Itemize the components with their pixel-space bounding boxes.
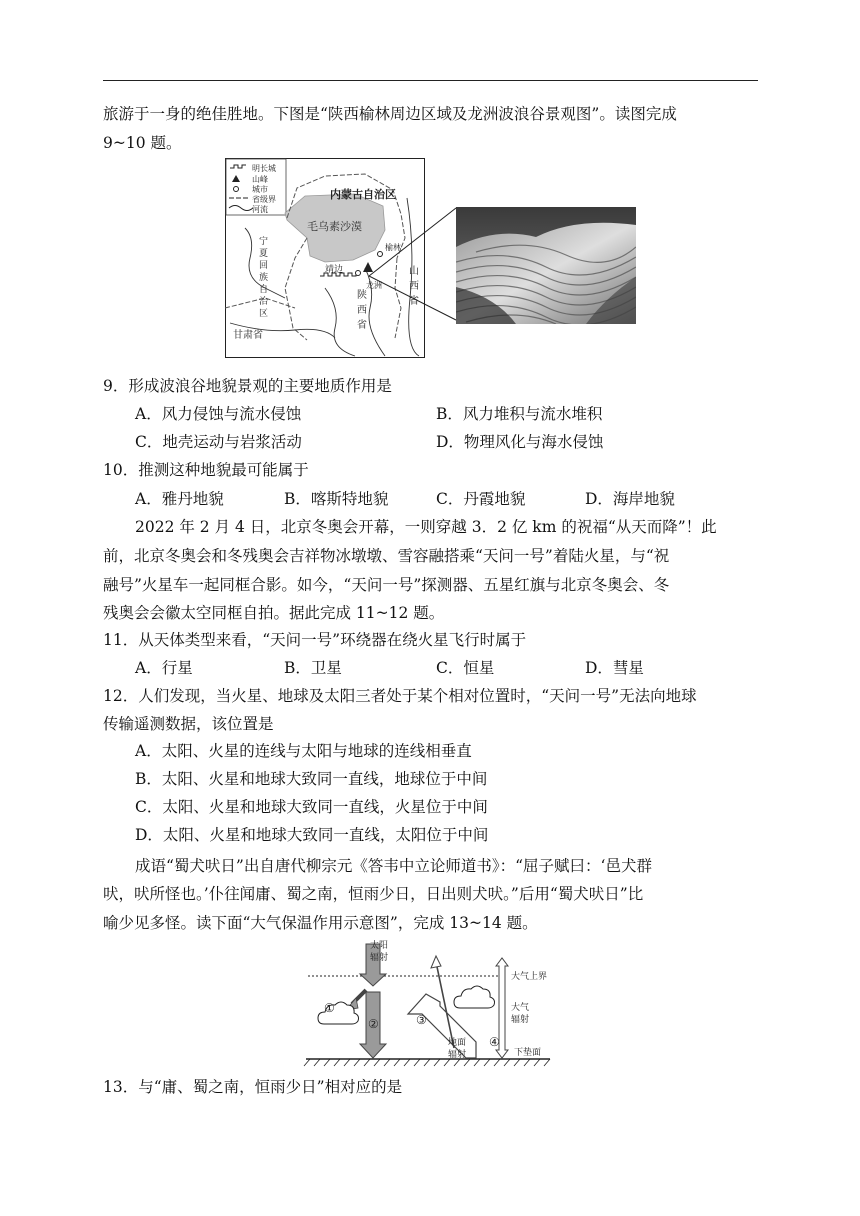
q9-stem: 9．形成波浪谷地貌景观的主要地质作用是 [103,377,392,395]
label-yulin: 榆林 [385,243,401,252]
legend-city: 城市 [252,185,268,194]
legend-river: 河流 [252,205,268,214]
label-mu-us-desert: 毛乌素沙漠 [307,220,362,233]
q10-option-b[interactable]: B．喀斯特地貌 [284,490,389,508]
q12-option-c[interactable]: C．太阳、火星和地球大致同一直线，火星位于中间 [135,798,488,816]
label-inner-mongolia: 内蒙古自治区 [330,188,396,201]
svg-text:区: 区 [259,309,269,319]
q9-option-a[interactable]: A．风力侵蚀与流水侵蚀 [135,405,302,423]
q9-option-b[interactable]: B．风力堆积与流水堆积 [436,405,603,423]
legend-peak: 山峰 [252,175,268,184]
svg-text:族: 族 [259,273,269,283]
passage2-line-1: 2022 年 2 月 4 日，北京冬奥会开幕，一则穿越 3．2 亿 km 的祝福“从天而降”！此 [135,518,717,536]
q11-stem: 11．从天体类型来看，“天问一号”环绕器在绕火星飞行时属于 [103,631,527,649]
label-num-4: ④ [489,1035,500,1049]
q9-option-c[interactable]: C．地壳运动与岩浆活动 [135,433,302,451]
q10-option-a[interactable]: A．雅丹地貌 [135,490,224,508]
svg-text:陕: 陕 [357,290,367,301]
q13-stem: 13．与“庸、蜀之南，恒雨少日”相对应的是 [103,1078,403,1096]
label-underlying-surface: 下垫面 [514,1048,542,1058]
passage2-line-2: 前，北京冬奥会和冬残奥会吉祥物冰墩墩、雪容融搭乘“天问一号”着陆火星，与“祝 [103,547,670,565]
label-num-1: ① [324,1001,335,1015]
svg-text:自: 自 [259,285,269,295]
label-num-3: ③ [416,1013,427,1027]
intro-line-1: 旅游于一身的绝佳胜地。下图是“陕西榆林周边区域及龙洲波浪谷景观图”。读图完成 [103,105,677,123]
q12-option-a[interactable]: A．太阳、火星的连线与太阳与地球的连线相垂直 [135,742,472,760]
svg-text:西: 西 [409,281,419,292]
svg-text:治: 治 [259,297,269,307]
label-solar-radiation-1: 太阳 [370,941,389,951]
q12-option-b[interactable]: B．太阳、火星和地球大致同一直线，地球位于中间 [135,770,488,788]
q11-option-c[interactable]: C．恒星 [436,659,495,677]
q12-stem-line-2: 传输遥测数据，该位置是 [103,715,274,733]
svg-text:宁: 宁 [259,237,269,247]
label-atmospheric-radiation-2: 辐射 [511,1015,530,1025]
atmosphere-insulation-diagram [302,938,560,1070]
svg-text:山: 山 [409,266,419,277]
svg-text:西: 西 [357,305,367,316]
q9-option-d[interactable]: D．物理风化与海水侵蚀 [436,433,604,451]
q12-option-d[interactable]: D．太阳、火星和地球大致同一直线，太阳位于中间 [135,826,489,844]
q10-option-c[interactable]: C．丹霞地貌 [436,490,526,508]
label-longzhou: 龙洲 [366,281,382,290]
label-ground-radiation-1: 地面 [448,1038,467,1048]
q11-option-a[interactable]: A．行星 [135,659,193,677]
label-ground-radiation-2: 辐射 [448,1050,467,1060]
map-photo-connector [360,200,460,330]
legend-great-wall: 明长城 [252,164,276,173]
label-num-2: ② [368,1017,379,1031]
passage3-line-2: 吠，吠所怪也。’仆往闻庸、蜀之南，恒雨少日，日出则犬吠。”后用“蜀犬吠日”比 [103,885,644,903]
q10-option-d[interactable]: D．海岸地貌 [585,490,675,508]
svg-text:省: 省 [357,320,367,331]
q11-option-d[interactable]: D．彗星 [585,659,644,677]
passage3-line-3: 喻少见多怪。读下面“大气保温作用示意图”，完成 13~14 题。 [103,914,538,932]
label-solar-radiation-2: 辐射 [370,953,389,963]
q10-stem: 10．推测这种地貌最可能属于 [103,461,309,479]
passage2-line-3: 融号”火星车一起同框合影。如今，“天问一号”探测器、五星红旗与北京冬奥会、冬 [103,576,670,594]
q12-stem-line-1: 12．人们发现，当火星、地球及太阳三者处于某个相对位置时，“天问一号”无法向地球 [103,687,697,705]
passage2-line-4: 残奥会会徽太空同框自拍。据此完成 11~12 题。 [103,604,445,622]
label-atmospheric-radiation-1: 大气 [511,1003,530,1013]
passage3-line-1: 成语“蜀犬吠日”出自唐代柳宗元《答韦中立论师道书》：“屈子赋曰：‘邑犬群 [135,857,652,875]
label-jingbian: 靖边 [325,265,344,275]
legend-province-boundary: 省级界 [252,195,276,204]
svg-text:夏: 夏 [259,249,269,259]
wave-valley-photo [456,207,636,324]
svg-text:省: 省 [409,296,419,307]
label-gansu: 甘肃省 [233,330,263,341]
label-top-of-atmosphere: 大气上界 [511,972,548,982]
intro-line-2: 9~10 题。 [103,134,182,152]
q11-option-b[interactable]: B．卫星 [284,659,342,677]
svg-text:回: 回 [259,261,269,271]
header-rule [103,80,758,81]
